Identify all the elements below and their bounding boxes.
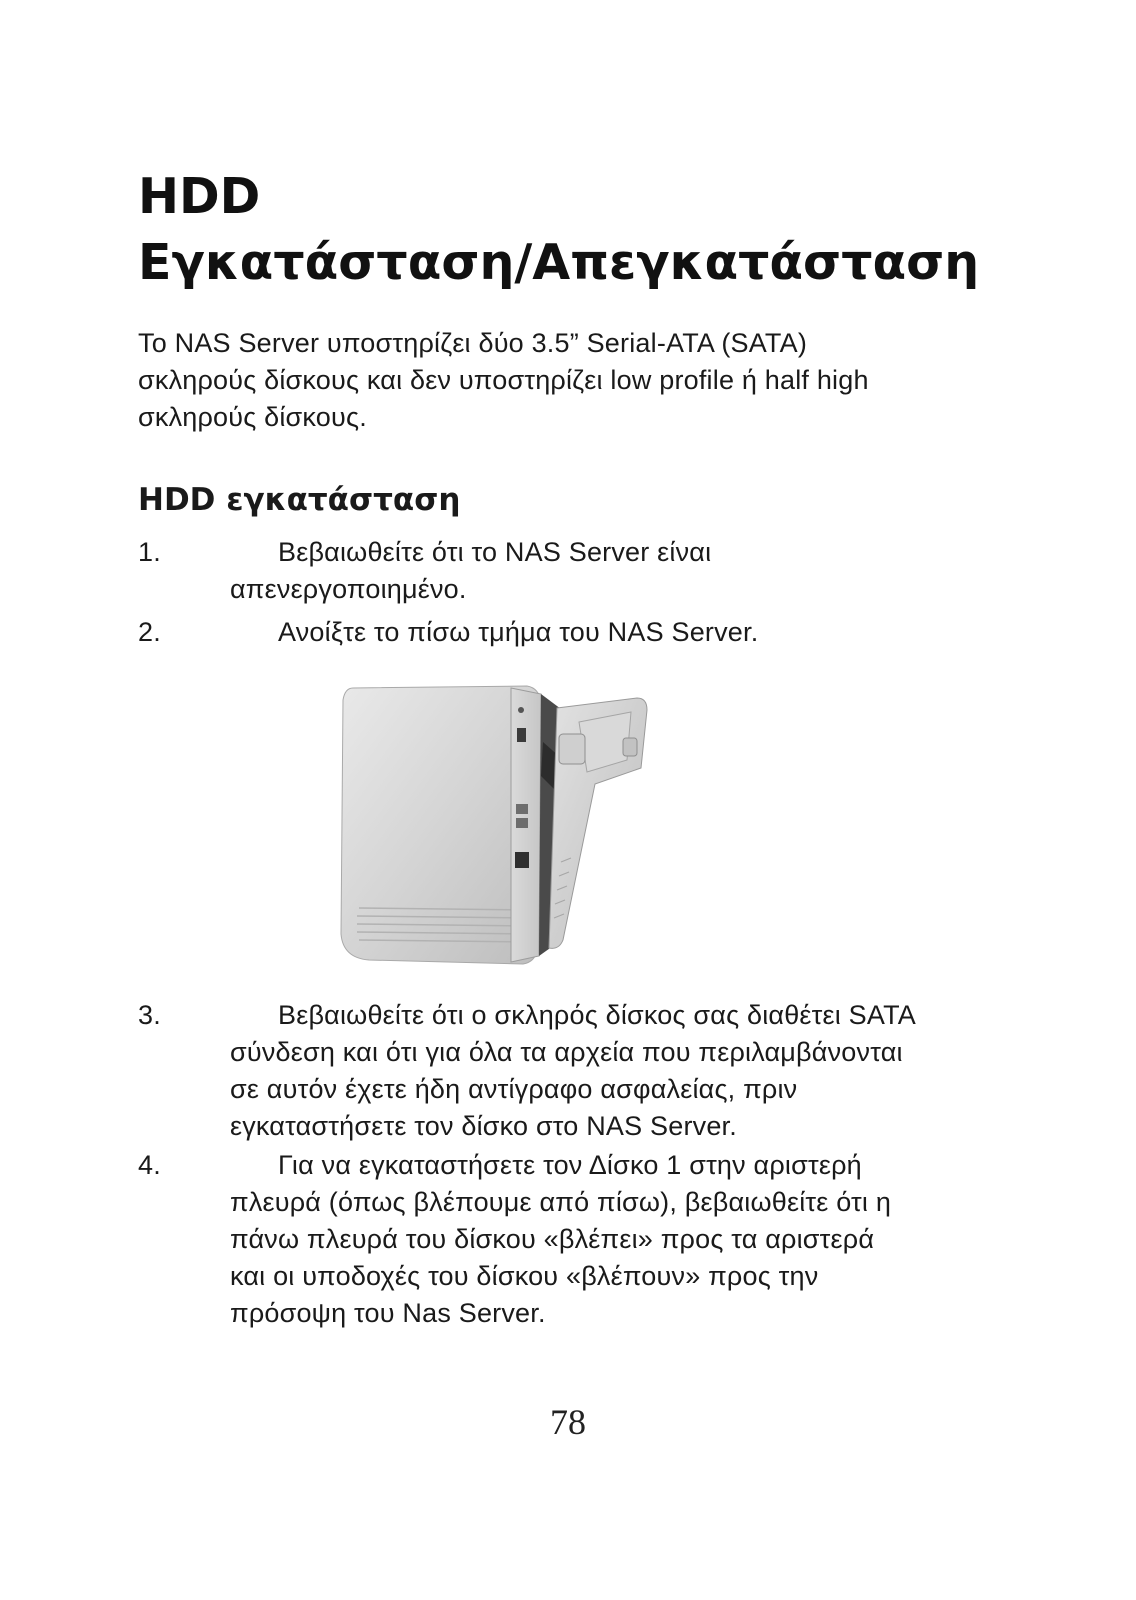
step-line: Ανοίξτε το πίσω τμήμα του NAS Server.	[278, 617, 759, 647]
step-line: Για να εγκαταστήσετε τον Δίσκο 1 στην αριστερή	[278, 1150, 862, 1180]
intro-line: Το NAS Server υποστηρίζει δύο 3.5” Serial-ATA (SATA)	[138, 328, 808, 358]
step-number: 1.	[138, 537, 161, 567]
step-line: σε αυτόν έχετε ήδη αντίγραφο ασφαλείας, πριν	[230, 1074, 798, 1104]
intro-line: σκληρούς δίσκους.	[138, 402, 367, 432]
step-text	[230, 614, 1050, 651]
step-line: πρόσοψη του Nas Server.	[230, 1298, 546, 1328]
step-line: Βεβαιωθείτε ότι το NAS Server είναι	[278, 537, 712, 567]
step-line: Βεβαιωθείτε ότι ο σκληρός δίσκος σας διαθέτει SATA	[278, 1000, 916, 1030]
section-heading: HDD εγκατάσταση	[138, 482, 461, 518]
step-text	[230, 534, 1050, 608]
step-line: πλευρά (όπως βλέπουμε από πίσω), βεβαιωθείτε ότι η	[230, 1187, 892, 1217]
page-title-line-1: HDD	[138, 168, 261, 225]
step-number: 4.	[138, 1150, 161, 1180]
step-text	[230, 997, 1050, 1145]
step-number: 2.	[138, 617, 161, 647]
page-title-line-2: Εγκατάσταση/Απεγκατάσταση	[138, 234, 980, 291]
nas-server-photo	[335, 672, 655, 972]
step-number: 3.	[138, 1000, 161, 1030]
step-line: και οι υποδοχές του δίσκου «βλέπουν» προς την	[230, 1261, 819, 1291]
page-number: 78	[550, 1402, 586, 1442]
step-text	[230, 1147, 1050, 1332]
intro-line: σκληρούς δίσκους και δεν υποστηρίζει low profile ή half high	[138, 365, 869, 395]
intro-paragraph	[138, 325, 988, 436]
step-line: σύνδεση και ότι για όλα τα αρχεία που περιλαμβάνονται	[230, 1037, 903, 1067]
step-line: εγκαταστήσετε τον δίσκο στο NAS Server.	[230, 1111, 737, 1141]
step-line: απενεργοποιημένο.	[230, 574, 467, 604]
step-line: πάνω πλευρά του δίσκου «βλέπει» προς τα αριστερά	[230, 1224, 875, 1254]
